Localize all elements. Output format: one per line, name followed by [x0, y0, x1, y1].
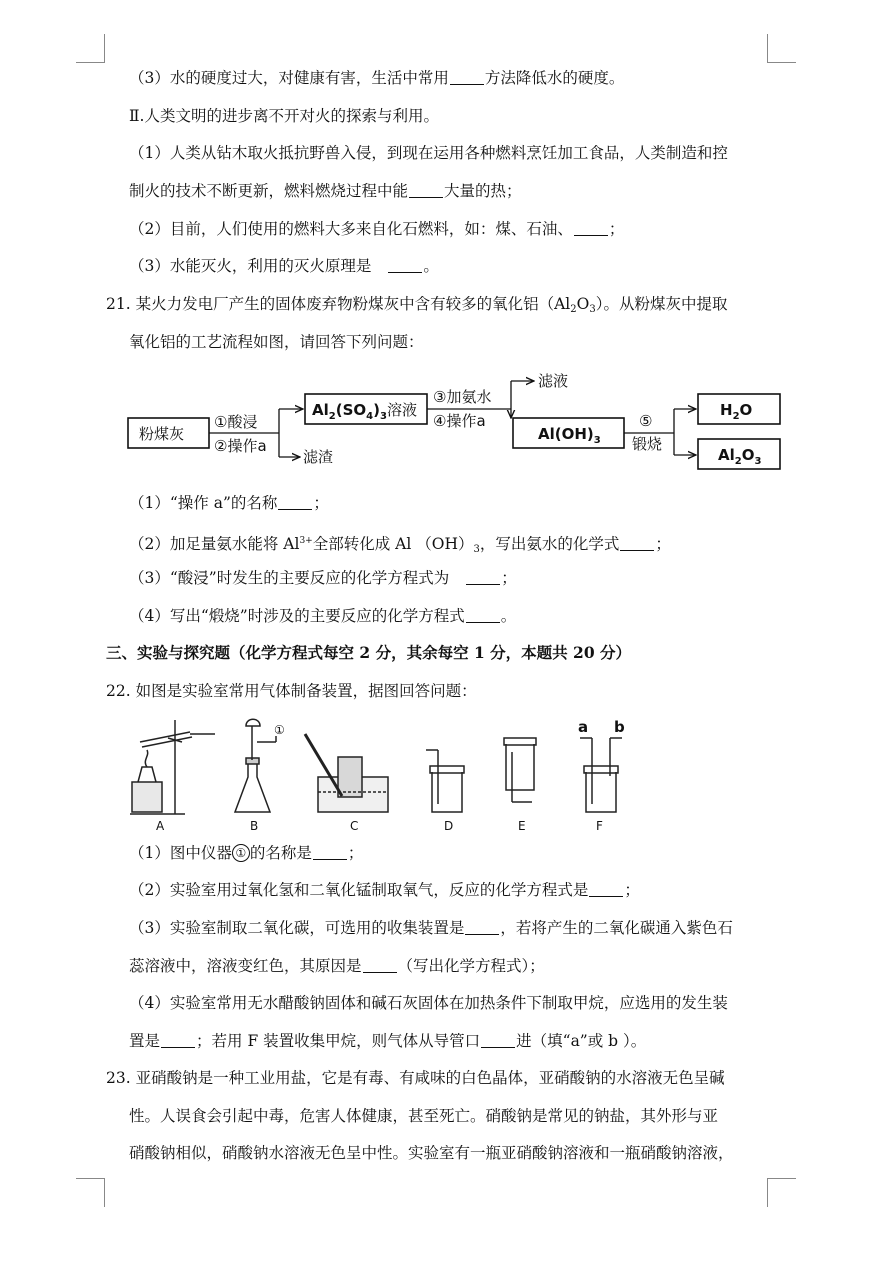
label-tube-a: a: [578, 718, 589, 736]
text: O: [576, 295, 590, 313]
text: ；: [608, 220, 625, 238]
answer-blank[interactable]: [450, 70, 484, 85]
text: ；: [501, 569, 517, 587]
crop-mark-bottom-left: [76, 1178, 105, 1207]
q23-stem-3: 硝酸钠相似，硝酸钠水溶液无色呈中性。实验室有一瓶亚硝酸钠溶液和一瓶硝酸钠溶液，: [129, 1144, 734, 1162]
text: （3）实验室制取二氧化碳，可选用的收集装置是: [129, 919, 465, 937]
q21-stem-2: 氧化铝的工艺流程如图，请回答下列问题：: [129, 333, 424, 351]
q22-4-line-2: [129, 1031, 646, 1051]
q22-3-line: [129, 918, 733, 938]
text: ，若将产生的二氧化碳通入紫色石: [500, 919, 733, 937]
label-operation-a-2: ④操作a: [433, 412, 486, 430]
text: （3）“酸浸”时发生的主要反应的化学方程式为: [129, 569, 450, 587]
text: ；: [347, 844, 364, 862]
q-ii-2-line: [129, 219, 624, 239]
answer-blank[interactable]: [466, 608, 500, 623]
crop-mark-bottom-right: [767, 1178, 796, 1207]
label-f: F: [596, 819, 603, 833]
q-ii-1-line-2: [129, 181, 522, 201]
text: 置是: [129, 1032, 161, 1050]
lab-apparatus-figure: [120, 712, 650, 837]
text: （写出化学方程式）；: [397, 957, 545, 975]
answer-blank[interactable]: [409, 183, 443, 198]
apparatus-f: [580, 738, 622, 812]
answer-blank[interactable]: [161, 1033, 195, 1048]
text: 方法降低水的硬度。: [484, 69, 625, 87]
text: 的名称是: [249, 844, 312, 862]
apparatus-c: [305, 734, 388, 812]
label-acid-leach: ①酸浸: [214, 413, 258, 431]
q21-3-line: [129, 568, 517, 588]
q-ii-1-line: （1）人类从钻木取火抵抗野兽入侵，到现在运用各种燃料烹饪加工食品，人类制造和控: [129, 144, 728, 162]
circled-number: ①: [232, 844, 250, 862]
subscript: 3: [589, 304, 596, 315]
label-instrument-1: ①: [274, 723, 285, 737]
label-al2o3: $Al_2O_3$: [718, 446, 762, 467]
answer-blank[interactable]: [620, 536, 654, 551]
label-fly-ash: 粉煤灰: [139, 425, 185, 443]
text: 全部转化成 Al （OH）: [312, 535, 474, 553]
q21-2-line: [129, 531, 671, 560]
q-ii-3-line: [129, 256, 439, 276]
label-aloh3: $Al(OH)_3$: [538, 425, 601, 446]
answer-blank[interactable]: [388, 258, 422, 273]
label-filtrate: 滤液: [538, 372, 569, 390]
section-ii-heading: Ⅱ.人类文明的进步离不开对火的探索与利用。: [129, 107, 439, 125]
text: ；若用 F 装置收集甲烷，则气体从导管口: [196, 1032, 481, 1050]
q23-stem-2: 性。人误食会引起中毒，危害人体健康，甚至死亡。硝酸钠是常见的钠盐，其外形与亚: [129, 1107, 719, 1125]
text: 。: [423, 257, 439, 275]
label-a: A: [156, 819, 165, 833]
answer-blank[interactable]: [481, 1033, 515, 1048]
text: （1）“操作 a”的名称: [129, 494, 278, 512]
subscript: 3: [473, 544, 480, 555]
answer-blank[interactable]: [363, 958, 397, 973]
label-e: E: [518, 819, 526, 833]
label-h2o: $H_2O$: [720, 401, 753, 422]
crop-mark-top-right: [767, 34, 796, 63]
label-al2so43: $Al_2(SO_4)_3$溶液: [312, 401, 417, 422]
text: （3）水的硬度过大，对健康有害，生活中常用: [129, 69, 449, 87]
answer-blank[interactable]: [466, 570, 500, 585]
label-step5: ⑤: [639, 412, 653, 430]
text: 制火的技术不断更新，燃料燃烧过程中能: [129, 182, 409, 200]
crop-mark-top-left: [76, 34, 105, 63]
text: ，写出氨水的化学式: [479, 535, 620, 553]
q22-1-line: [129, 843, 363, 863]
text: 蕊溶液中，溶液变红色，其原因是: [129, 957, 362, 975]
apparatus-b: [235, 719, 276, 812]
process-flow-diagram: [120, 365, 790, 480]
q22-3-line-2: [129, 956, 545, 976]
label-add-ammonia: ③加氨水: [433, 388, 492, 406]
label-residue: 滤渣: [303, 448, 334, 466]
q21-stem: [106, 294, 727, 320]
text: ；: [624, 881, 640, 899]
answer-blank[interactable]: [589, 882, 623, 897]
label-c: C: [350, 819, 359, 833]
text: 21. 某火力发电厂产生的固体废弃物粉煤灰中含有较多的氧化铝（Al: [106, 295, 571, 313]
answer-blank[interactable]: [574, 221, 608, 236]
label-calcine: 锻烧: [632, 435, 663, 453]
label-b: B: [250, 819, 259, 833]
answer-blank[interactable]: [278, 495, 312, 510]
text: （2）实验室用过氧化氢和二氧化锰制取氧气，反应的化学方程式是: [129, 881, 589, 899]
q21-4-line: [129, 606, 516, 626]
q20-3-line: [129, 68, 624, 88]
subscript: 2: [570, 304, 577, 315]
apparatus-a: [130, 720, 215, 814]
apparatus-d: [426, 750, 464, 812]
text: （2）目前，人们使用的燃料大多来自化石燃料，如：煤、石油、: [129, 220, 573, 238]
text: 。: [500, 607, 517, 625]
superscript: 3+: [299, 536, 313, 546]
text: （4）写出“煅烧”时涉及的主要反应的化学方程式: [129, 607, 465, 625]
text: （2）加足量氨水能将 Al: [129, 535, 300, 553]
text: （1）图中仪器: [129, 844, 232, 862]
text: （3）水能灭火，利用的灭火原理是: [129, 257, 372, 275]
text: 大量的热；: [444, 182, 522, 200]
text: ）。从粉煤灰中提取: [595, 295, 728, 313]
text: ；: [313, 494, 329, 512]
label-operation-a: ②操作a: [214, 437, 267, 455]
q21-1-line: [129, 493, 329, 513]
answer-blank[interactable]: [313, 845, 347, 860]
text: ；: [655, 535, 671, 553]
q23-stem: 23. 亚硝酸钠是一种工业用盐，它是有毒、有咸味的白色晶体，亚硝酸钠的水溶液无色呈碱: [106, 1069, 725, 1087]
section-iii-heading: 三、实验与探究题（化学方程式每空 2 分，其余每空 1 分，本题共 20 分）: [106, 643, 632, 662]
q22-2-line: [129, 880, 640, 900]
q22-4-line: （4）实验室常用无水醋酸钠固体和碱石灰固体在加热条件下制取甲烷，应选用的发生装: [129, 994, 728, 1012]
label-d: D: [444, 819, 454, 833]
answer-blank[interactable]: [465, 920, 499, 935]
label-tube-b: b: [614, 718, 625, 736]
text: 进（填“a”或 b ）。: [516, 1032, 647, 1050]
apparatus-e: [504, 738, 536, 802]
q22-stem: 22. 如图是实验室常用气体制备装置，据图回答问题：: [106, 682, 477, 700]
